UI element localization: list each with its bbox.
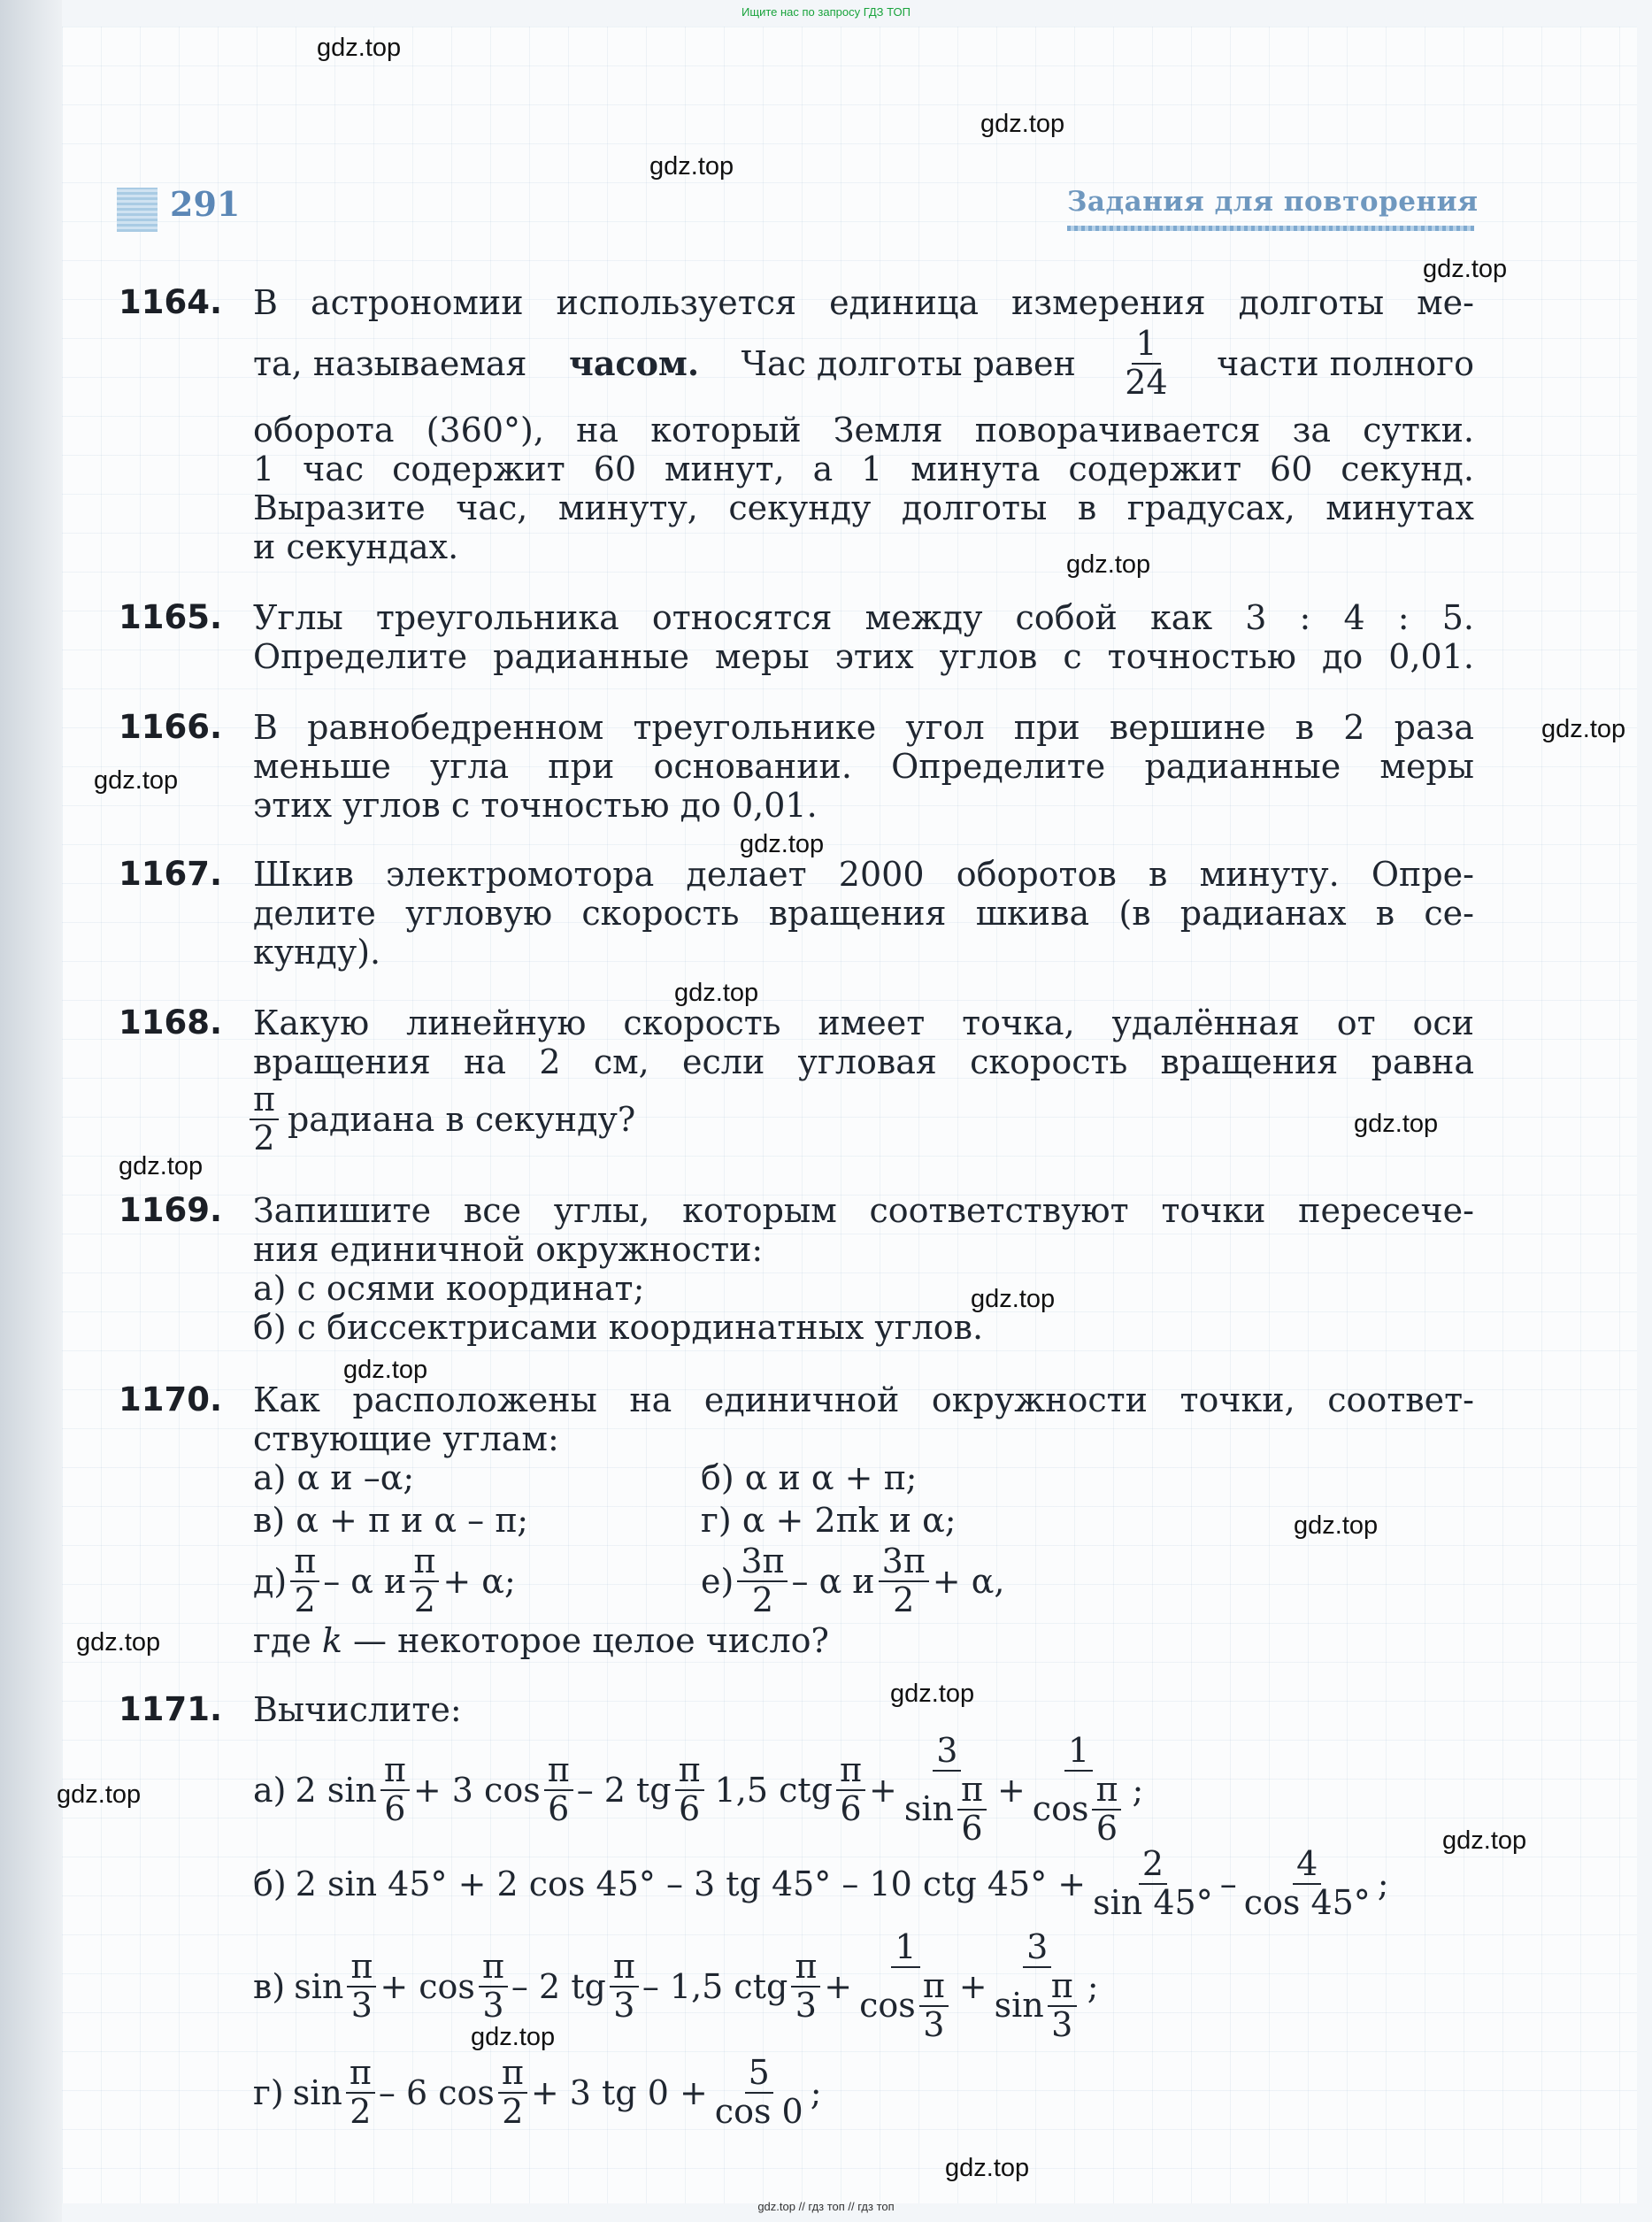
sub-item: б) с биссектрисами координатных углов. [253,1308,984,1347]
watermark: gdz.top [343,1356,428,1384]
numerator: 3π [737,1543,788,1582]
denominator: 3 [613,1985,635,2025]
text-line: ствующие углам: [253,1419,559,1458]
text: та, называемая [253,343,527,383]
denominator: 2 [751,1580,773,1619]
fraction-pi-2 [346,2055,375,2131]
text: + α, [932,1561,1005,1601]
denominator: 2 [253,1118,275,1157]
text-line [253,1621,829,1660]
text-line: В равнобедренном треугольнике угол при вершине в 2 раза [253,708,1474,747]
watermark: gdz.top [649,152,734,181]
fraction-pi-6 [836,1749,865,1828]
text-line: и секундах. [253,527,459,566]
numerator: π [498,2055,527,2094]
label: б) [253,1864,287,1903]
numerator: 1 [891,1929,919,1968]
text: радиана в секунду? [287,1099,636,1139]
numerator: 5 [745,2055,773,2094]
sub-item: а) α и –α; [253,1458,415,1497]
fraction-4-over-cos45 [1241,1846,1374,1922]
watermark: gdz.top [76,1628,161,1657]
watermark: gdz.top [980,110,1065,138]
text-line-with-fraction [246,1081,635,1157]
denominator: cos 0 [714,2091,803,2131]
denominator: 2 [413,1580,435,1619]
page-number: 291 [170,184,241,224]
watermark: gdz.top [471,2023,556,2051]
watermark: gdz.top [317,34,402,62]
watermark: gdz.top [945,2154,1030,2182]
denominator: 3 [482,1985,504,2025]
problem-number: 1171. [119,1690,223,1728]
problem-number: 1166. [119,708,223,746]
fraction-1-24 [1121,326,1171,402]
text: + [868,1770,897,1810]
top-note: Ищите нас по запросу ГДЗ ТОП [741,5,911,19]
text-line: вращения на 2 см, если угловая скорость вращения равна [253,1042,1474,1081]
text-line: Углы треугольника относятся между собой как 3 : 4 : 5. [253,598,1474,637]
numerator: π [610,1949,639,1987]
watermark: gdz.top [971,1285,1056,1313]
fraction-pi-2 [498,2055,527,2131]
problem-number: 1165. [119,598,223,636]
text: + [958,1966,987,2006]
numerator: 2 [1139,1846,1167,1885]
text: Час долготы равен [741,343,1076,383]
denominator: sin 45° [1093,1882,1213,1922]
problem-number: 1167. [119,855,223,893]
text: + [824,1966,853,2006]
text: + 3 cos [412,1770,541,1810]
text: – 2 tg [576,1770,672,1810]
text: + cos [380,1966,475,2006]
numerator: π [1048,1968,1077,2007]
fraction-pi-3 [1048,1965,1077,2044]
numerator: π [347,1949,376,1987]
sub-item: г) α + 2πk и α; [701,1501,957,1540]
book-spine-shadow [0,0,62,2222]
numerator: 4 [1293,1846,1321,1885]
text-line-with-fraction [253,326,1474,402]
text: ; [1087,1966,1099,2006]
denominator: 24 [1125,362,1168,402]
text: ; [1377,1864,1389,1903]
numerator: 3 [1023,1929,1051,1968]
sub-item-e [701,1543,1004,1619]
denominator: 6 [840,1788,862,1828]
denominator [856,1965,956,2044]
numerator: 1 [1064,1733,1093,1772]
denominator: 6 [384,1788,406,1828]
numerator: π [791,1949,820,1987]
text: sin [903,1788,954,1828]
fraction-pi-2 [250,1081,279,1157]
text-line: меньше угла при основании. Определите радианные меры [253,747,1474,786]
label: г) [253,2072,284,2112]
text: cos [859,1985,916,2025]
fraction-pi-3 [610,1946,639,2025]
sub-item: б) α и α + π; [701,1458,918,1497]
numerator: π [346,2055,375,2094]
sub-item-d [253,1543,516,1619]
sub-item-a [253,1733,1143,1847]
text: 2 sin [295,1770,377,1810]
sub-item-v [253,1929,1099,2043]
problem-number: 1168. [119,1003,223,1042]
numerator: π [290,1543,319,1582]
text-line: Как расположены на единичной окружности точки, соответ- [253,1380,1474,1419]
text: 1,5 ctg [714,1770,833,1810]
text: где [253,1621,311,1660]
watermark: gdz.top [1354,1110,1439,1138]
text-line: В астрономии используется единица измерения долготы ме- [253,283,1474,322]
denominator: 2 [294,1580,316,1619]
text: cos [1032,1788,1089,1828]
text-line: делите угловую скорость вращения шкива (в радианах в се- [253,894,1474,933]
fraction-pi-6 [1092,1769,1121,1848]
denominator: 3 [350,1985,373,2025]
text: – [1219,1864,1237,1903]
text-line: Выразите час, минуту, секунду долготы в градусах, минутах [253,488,1474,527]
text: 2 sin 45° + 2 cos 45° – 3 tg 45° – 10 ctg 45° + [295,1864,1087,1903]
numerator: π [410,1543,439,1582]
text: – 2 tg [511,1966,606,2006]
fraction-pi-6 [957,1769,987,1848]
fraction-pi-3 [791,1946,820,2025]
text: – α и [323,1561,407,1601]
watermark: gdz.top [740,830,825,858]
bold-term: часом. [569,343,700,384]
denominator: 6 [679,1788,701,1828]
denominator [901,1769,994,1848]
text-line: Вычислите: [253,1690,462,1729]
text-line: Запишите все углы, которым соответствуют точки пересече- [253,1191,1474,1230]
numerator: π [675,1752,704,1791]
sub-item: в) α + π и α – π; [253,1501,529,1540]
text-line: ния единичной окружности: [253,1230,764,1269]
text: — некоторое целое число? [353,1621,829,1660]
watermark: gdz.top [94,766,179,795]
fraction-5-over-cos0 [711,2055,807,2131]
numerator: π [250,1081,279,1120]
watermark: gdz.top [1541,715,1626,743]
fraction-2-over-sin45 [1089,1846,1217,1922]
fraction-3pi-2 [737,1543,788,1619]
text-line: Определите радианные меры этих углов с точностью до 0,01. [253,637,1474,676]
denominator: 6 [961,1808,983,1848]
numerator: π [544,1752,573,1791]
fraction-pi-6 [380,1749,410,1828]
problem-number: 1169. [119,1191,223,1229]
numerator: π [479,1949,508,1987]
text: – α и [791,1561,875,1601]
denominator: 6 [548,1788,570,1828]
sub-item-b [253,1846,1389,1922]
watermark: gdz.top [890,1680,975,1708]
text-line: 1 час содержит 60 минут, а 1 минута содержит 60 секунд. [253,450,1474,488]
denominator: 6 [1095,1808,1118,1848]
problem-number: 1170. [119,1380,223,1419]
text: + 3 tg 0 + [530,2072,708,2112]
denominator: 2 [893,1580,915,1619]
fraction-1-over-cos [856,1929,956,2043]
section-title: Задания для повторения [1067,186,1479,218]
denominator [991,1965,1084,2044]
numerator: π [919,1968,949,2007]
fraction-1-over-cos [1029,1733,1129,1847]
text: sin [292,2072,342,2112]
text: sin [994,1985,1044,2025]
text: sin [294,1966,344,2006]
denominator: 2 [502,2091,524,2131]
numerator: π [1092,1772,1121,1811]
text: + α; [442,1561,516,1601]
fraction-pi-6 [544,1749,573,1828]
text-line: Шкив электромотора делает 2000 оборотов в минуту. Опре- [253,855,1474,894]
header-rule [1067,226,1474,231]
watermark: gdz.top [1066,550,1151,579]
sub-item: а) с осями координат; [253,1269,645,1308]
fraction-3-over-sin [901,1733,994,1847]
sub-item-g [253,2055,822,2131]
text: – 6 cos [378,2072,495,2112]
denominator: 3 [923,2004,945,2044]
fraction-pi-2 [410,1543,439,1619]
watermark: gdz.top [674,979,759,1007]
text-line: этих углов с точностью до 0,01. [253,786,818,825]
denominator: cos 45° [1243,1882,1371,1922]
bottom-note: gdz.top // гдз топ // гдз топ [757,2200,895,2213]
label: в) [253,1966,286,2006]
text-line: кунду). [253,933,381,972]
watermark: gdz.top [1294,1511,1379,1540]
fraction-pi-3 [479,1946,508,2025]
numerator: 1 [1132,326,1160,365]
denominator: 3 [1051,2004,1073,2044]
watermark: gdz.top [1423,255,1508,283]
numerator: 3 [933,1733,961,1772]
text: ; [1132,1770,1144,1810]
label: а) [253,1770,287,1810]
fraction-pi-3 [919,1965,949,2044]
label: е) [701,1561,734,1601]
numerator: π [380,1752,410,1791]
watermark: gdz.top [57,1780,142,1809]
text: + [996,1770,1026,1810]
numerator: π [957,1772,987,1811]
fraction-3pi-2 [879,1543,929,1619]
numerator: 3π [879,1543,929,1582]
label: д) [253,1561,288,1601]
text-line: оборота (360°), на который Земля поворачивается за сутки. [253,411,1474,450]
watermark: gdz.top [119,1152,204,1180]
denominator [1029,1769,1129,1848]
watermark: gdz.top [1442,1826,1527,1855]
denominator: 2 [350,2091,372,2131]
fraction-pi-2 [290,1543,319,1619]
text: – 1,5 ctg [642,1966,788,2006]
fraction-pi-3 [347,1946,376,2025]
denominator: 3 [795,1985,817,2025]
numerator: π [836,1752,865,1791]
fraction-pi-6 [675,1749,704,1828]
fraction-3-over-sin [991,1929,1084,2043]
page-number-decoration [117,188,158,232]
text: части полного [1217,343,1474,383]
text: ; [810,2072,822,2112]
problem-number: 1164. [119,283,223,321]
text-line: Какую линейную скорость имеет точка, удалённая от оси [253,1003,1474,1042]
variable-k: k [321,1621,342,1660]
